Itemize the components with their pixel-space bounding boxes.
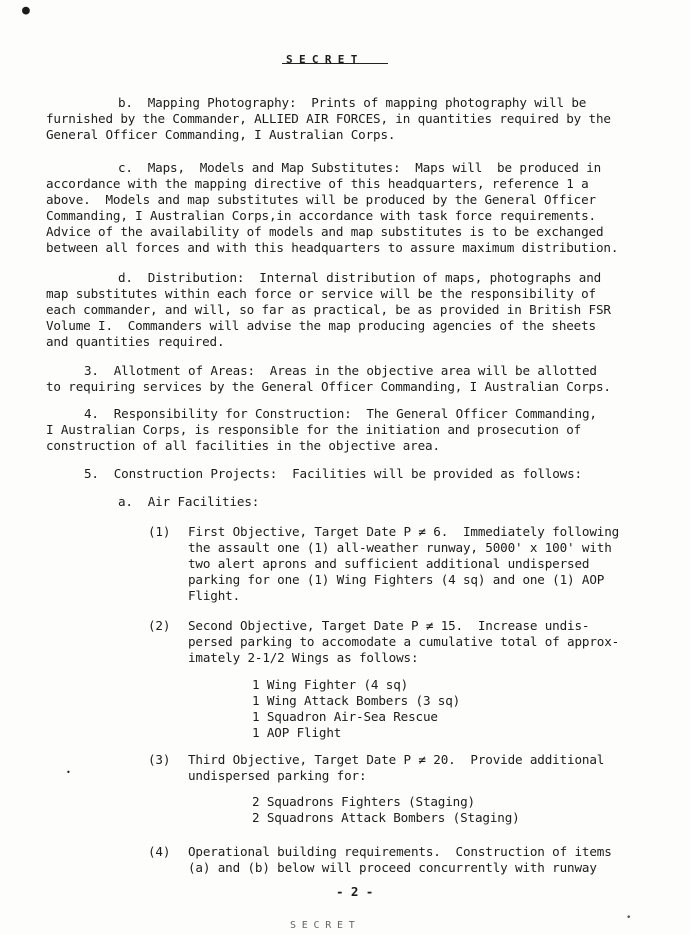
item-4-line-1: Operational building requirements. Construction of items: [188, 844, 612, 859]
para-3-line-2: to requiring services by the General Officer Commanding, I Australian Corps.: [46, 379, 611, 394]
item-3-list-item: 2 Squadrons Fighters (Staging): [252, 794, 475, 809]
corner-mark: ●: [22, 3, 30, 18]
para-5a-heading: a. Air Facilities:: [118, 494, 260, 509]
para-4-line-2: I Australian Corps, is responsible for the initiation and prosecution of: [46, 422, 582, 437]
para-c-line-2: accordance with the mapping directive of this headquarters, reference 1 a: [46, 176, 589, 191]
para-d-line-1: d. Distribution: Internal distribution of maps, photographs and: [118, 270, 602, 285]
item-1-line-3: two alert aprons and sufficient additional undispersed: [188, 556, 590, 571]
item-2-list-item: 1 AOP Flight: [252, 725, 342, 740]
item-1-line-2: the assault one (1) all-weather runway, 5000' x 100' with: [188, 540, 612, 555]
para-c-line-3: above. Models and map substitutes will be produced by the General Officer: [46, 192, 596, 207]
item-3-number: (3): [148, 752, 171, 767]
page-number: - 2 -: [336, 884, 374, 899]
item-3-list-item: 2 Squadrons Attack Bombers (Staging): [252, 810, 520, 825]
para-c-line-4: Commanding, I Australian Corps,in accordance with task force requirements.: [46, 208, 596, 223]
item-2-number: (2): [148, 618, 171, 633]
corner-mark-bottom: •: [626, 913, 632, 923]
item-2-list-item: 1 Wing Fighter (4 sq): [252, 677, 409, 692]
margin-mark: •: [66, 768, 71, 777]
para-5-line-1: 5. Construction Projects: Facilities will be provided as follows:: [84, 466, 582, 481]
item-2-line-3: imately 2-1/2 Wings as follows:: [188, 650, 419, 665]
para-b-line-1: b. Mapping Photography: Prints of mapping photography will be: [118, 95, 587, 110]
item-3-line-2: undispersed parking for:: [188, 768, 367, 783]
classification-strike: [282, 63, 388, 64]
item-4-number: (4): [148, 844, 171, 859]
item-3-line-1: Third Objective, Target Date P ≠ 20. Provide additional: [188, 752, 605, 767]
item-2-list-item: 1 Wing Attack Bombers (3 sq): [252, 693, 461, 708]
item-1-line-5: Flight.: [188, 588, 241, 603]
para-4-line-3: construction of all facilities in the objective area.: [46, 438, 440, 453]
para-c-line-1: c. Maps, Models and Map Substitutes: Maps will be produced in: [118, 160, 602, 175]
item-4-line-2: (a) and (b) below will proceed concurrently with runway: [188, 860, 597, 875]
item-1-line-1: First Objective, Target Date P ≠ 6. Immediately following: [188, 524, 620, 539]
item-2-line-1: Second Objective, Target Date P ≠ 15. Increase undis-: [188, 618, 590, 633]
item-2-line-2: persed parking to accomodate a cumulative total of approx-: [188, 634, 620, 649]
para-d-line-2: map substitutes within each force or service will be the responsibility of: [46, 286, 596, 301]
para-d-line-3: each commander, and will, so far as practical, be as provided in British FSR: [46, 302, 611, 317]
para-b-line-2: furnished by the Commander, ALLIED AIR FORCES, in quantities required by the: [46, 111, 611, 126]
para-c-line-5: Advice of the availability of models and map substitutes is to be exchanged: [46, 224, 604, 239]
item-2-list-item: 1 Squadron Air-Sea Rescue: [252, 709, 438, 724]
para-c-line-6: between all forces and with this headquarters to assure maximum distribution.: [46, 240, 619, 255]
footer-classification: S E C R E T: [290, 920, 355, 931]
item-1-number: (1): [148, 524, 171, 539]
para-3-line-1: 3. Allotment of Areas: Areas in the objective area will be allotted: [84, 363, 597, 378]
para-d-line-4: Volume I. Commanders will advise the map producing agencies of the sheets: [46, 318, 596, 333]
header-classification: S E C R E T: [286, 53, 358, 66]
para-d-line-5: and quantities required.: [46, 334, 225, 349]
para-4-line-1: 4. Responsibility for Construction: The General Officer Commanding,: [84, 406, 597, 421]
item-1-line-4: parking for one (1) Wing Fighters (4 sq) and one (1) AOP: [188, 572, 605, 587]
para-b-line-3: General Officer Commanding, I Australian Corps.: [46, 127, 396, 142]
